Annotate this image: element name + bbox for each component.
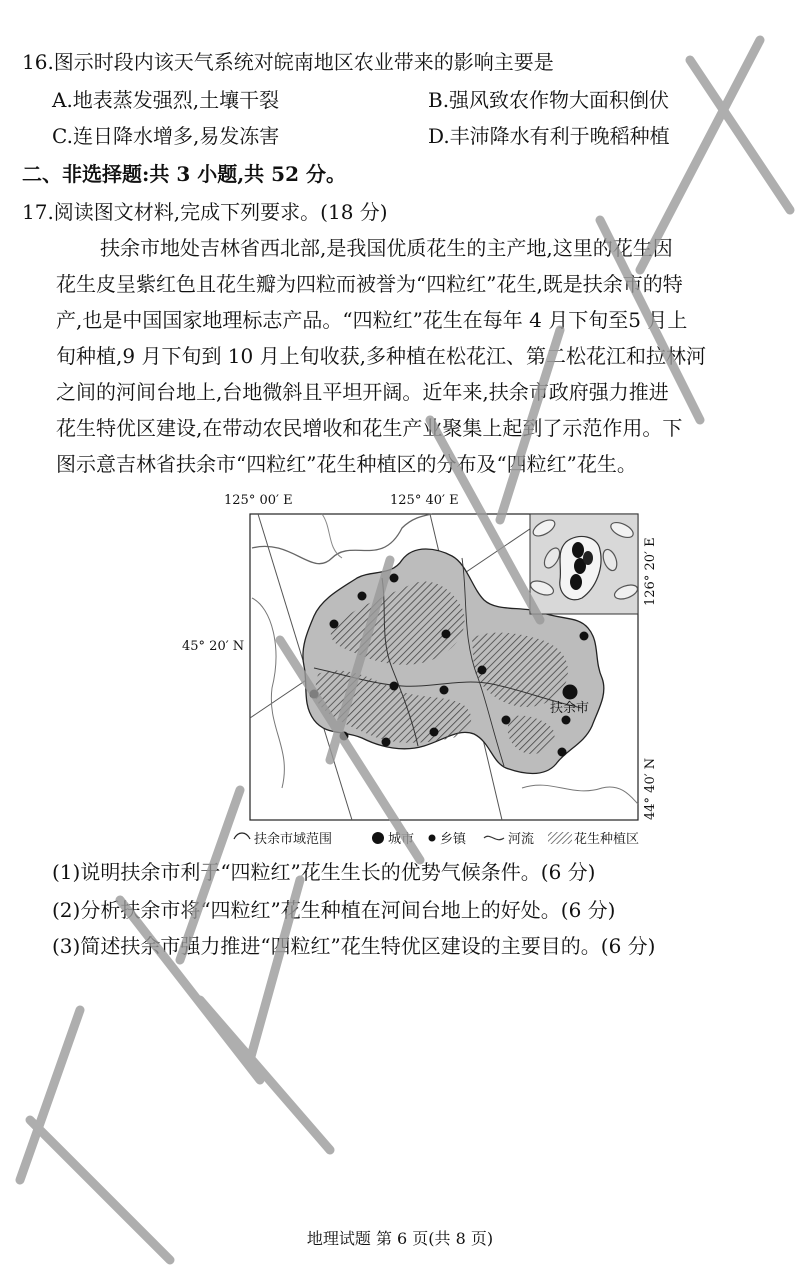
town-marker bbox=[390, 682, 399, 691]
town-marker bbox=[442, 630, 451, 639]
legend-river-label: 河流 bbox=[508, 832, 535, 847]
q17-passage-line: 花生皮呈紫红色且花生瓣为四粒而被誉为“四粒红”花生,既是扶余市的特 bbox=[56, 272, 683, 296]
fuyu-map bbox=[182, 488, 662, 848]
lon-label-125-40: 125° 40′ E bbox=[390, 493, 459, 508]
legend-town-label: 乡镇 bbox=[440, 832, 467, 847]
q17-sub2: (2)分析扶余市将“四粒红”花生种植在河间台地上的好处。(6 分) bbox=[52, 898, 616, 922]
town-marker bbox=[562, 716, 571, 725]
q16-option-b: B.强风致农作物大面积倒伏 bbox=[428, 88, 670, 112]
lat-label-44-40: 44° 40′ N bbox=[643, 757, 658, 820]
q17-sub3: (3)简述扶余市强力推进“四粒红”花生特优区建设的主要目的。(6 分) bbox=[52, 934, 656, 958]
legend-boundary-label: 扶余市域范围 bbox=[254, 832, 333, 847]
q16-option-a: A.地表蒸发强烈,土壤干裂 bbox=[52, 88, 280, 112]
town-marker bbox=[440, 686, 449, 695]
legend-planting-symbol bbox=[548, 832, 572, 844]
q17-passage-line: 扶余市地处吉林省西北部,是我国优质花生的主产地,这里的花生因 bbox=[100, 236, 673, 260]
town-marker bbox=[558, 748, 567, 757]
section2-heading: 二、非选择题:共 3 小题,共 52 分。 bbox=[22, 162, 346, 186]
town-marker bbox=[330, 620, 339, 629]
town-marker bbox=[430, 728, 439, 737]
legend-city-symbol bbox=[372, 832, 384, 844]
city-marker-fuyu bbox=[563, 685, 578, 700]
legend-boundary-symbol bbox=[234, 833, 250, 839]
q17-stem: 17.阅读图文材料,完成下列要求。(18 分) bbox=[22, 200, 388, 224]
legend-town-symbol bbox=[429, 835, 436, 842]
q16-option-c: C.连日降水增多,易发冻害 bbox=[52, 124, 280, 148]
city-label-fuyu: 扶余市 bbox=[550, 701, 590, 716]
town-marker bbox=[340, 732, 349, 741]
town-marker bbox=[478, 666, 487, 675]
q17-passage-line: 图示意吉林省扶余市“四粒红”花生种植区的分布及“四粒红”花生。 bbox=[56, 452, 637, 476]
town-marker bbox=[382, 738, 391, 747]
legend-planting-label: 花生种植区 bbox=[574, 832, 640, 847]
page-footer: 地理试题 第 6 页(共 8 页) bbox=[306, 1229, 494, 1248]
town-marker bbox=[502, 716, 511, 725]
town-marker bbox=[580, 632, 589, 641]
legend-river-symbol bbox=[484, 836, 504, 839]
q16-stem: 16.图示时段内该天气系统对皖南地区农业带来的影响主要是 bbox=[22, 50, 554, 74]
fuyu-map-figure bbox=[182, 488, 662, 848]
lon-label-125-00: 125° 00′ E bbox=[224, 493, 293, 508]
town-marker bbox=[358, 592, 367, 601]
q17-passage-line: 花生特优区建设,在带动农民增收和花生产业聚集上起到了示范作用。下 bbox=[56, 416, 683, 440]
map-legend bbox=[234, 831, 639, 847]
town-marker bbox=[390, 574, 399, 583]
lat-label-45-20: 45° 20′ N bbox=[182, 639, 245, 654]
peanut-photo bbox=[529, 514, 640, 614]
coord-label-126-20: 126° 20′ E bbox=[643, 537, 658, 606]
q17-passage-line: 产,也是中国国家地理标志产品。“四粒红”花生在每年 4 月下旬至5 月上 bbox=[56, 308, 688, 332]
legend-city-label: 城市 bbox=[388, 832, 415, 847]
q17-passage-line: 旬种植,9 月下旬到 10 月上旬收获,多种植在松花江、第二松花江和拉林河 bbox=[56, 344, 706, 368]
q16-option-d: D.丰沛降水有利于晚稻种植 bbox=[428, 124, 670, 148]
town-marker bbox=[310, 690, 319, 699]
q17-passage-line: 之间的河间台地上,台地微斜且平坦开阔。近年来,扶余市政府强力推进 bbox=[56, 380, 669, 404]
q17-sub1: (1)说明扶余市利于“四粒红”花生生长的优势气候条件。(6 分) bbox=[52, 860, 596, 884]
